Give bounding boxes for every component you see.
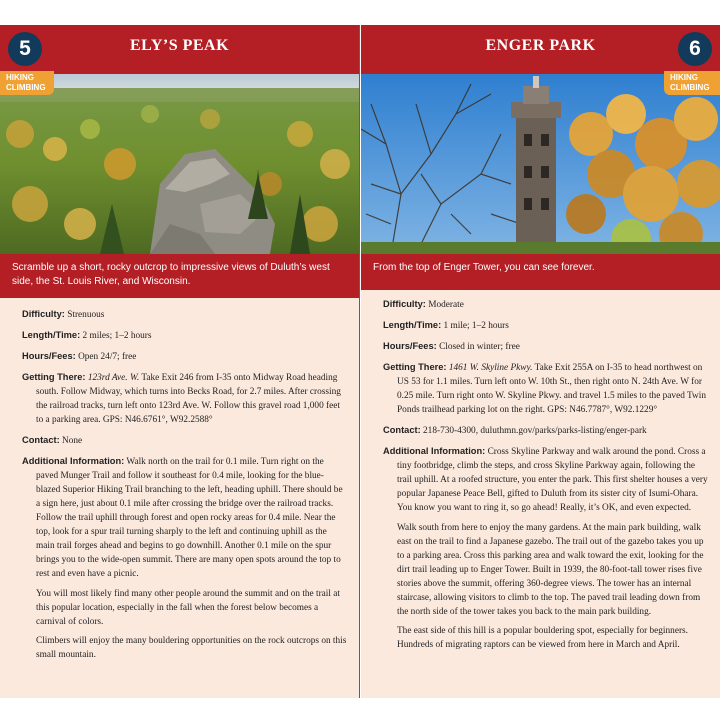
right-paragraph: The east side of this hill is a popular bouldering spot, especially for beginners. Hundreds of migrating raptors can be viewed from here in March and April. bbox=[397, 626, 688, 650]
left-hours: Hours/Fees: Open 24/7; free bbox=[22, 351, 137, 362]
left-additional-info: Additional Information: Walk north on the trail for 0.1 mile. Turn right on the paved Munger Trail and follow it southeast for 0.4 mile, looking for the blue-blazed Superior Hiking Trail branching to the left, heading uphill. There should be a sign here, just about 0.1 mile after crossing the bridge over the railroad tracks. Follow the trail uphill through forest and open rocky areas for 0.4 mile. Near the top, look for a spur trail turning sharply to the left and continuing uphill as the main trail forges ahead and begins to go downhill. Another 0.1 mile on the spur brings you to the wide-open summit. There are many open spots around the top to rest and even have a picnic. bbox=[22, 456, 343, 579]
left-trail-number: 5 bbox=[8, 32, 42, 66]
right-getting-there: Getting There: 1461 W. Skyline Pkwy. Take Exit 255A on I-35 to head northwest on US 53 for 1.1 miles. Turn left onto W. 10th St., then right onto N. 24th Ave. W for 0.25 mile. Turn right onto W. Skyline Pkwy. and travel 1.5 miles to the paved Twin Ponds trailhead parking lot on the right. GPS: N46.7787°, W92.1229° bbox=[383, 362, 706, 415]
left-title: ELY’S PEAK bbox=[129, 37, 230, 54]
left-difficulty: Difficulty: Strenuous bbox=[22, 309, 105, 320]
tag-climbing: CLIMBING bbox=[670, 83, 710, 92]
right-body bbox=[383, 297, 708, 657]
right-additional-info: Additional Information: Cross Skyline Parkway and walk around the pond. Cross a tiny footbridge, climb the steps, and cross Skyline Parkway again, following the trail uphill. At a roofed structure, you enter the park. This first shelter houses a very popular Japanese Peace Bell, gifted to Duluth from its sister city of Isumi-Ohara. You know you want to ring it, so go ahead! Really, it’s OK, and even expected. bbox=[383, 446, 708, 513]
left-page bbox=[0, 25, 360, 698]
left-banner bbox=[0, 25, 359, 74]
enger-tower-photo bbox=[361, 74, 720, 254]
tag-hiking: HIKING bbox=[6, 73, 34, 82]
right-title: ENGER PARK bbox=[485, 37, 596, 54]
right-activity-tags bbox=[664, 71, 720, 95]
left-caption: Scramble up a short, rocky outcrop to impressive views of Duluth’s west side, the St. Louis River, and Wisconsin. bbox=[0, 254, 359, 298]
tag-hiking: HIKING bbox=[670, 73, 698, 82]
right-trail-number: 6 bbox=[678, 32, 712, 66]
left-length: Length/Time: 2 miles; 1–2 hours bbox=[22, 330, 152, 341]
right-caption: From the top of Enger Tower, you can see forever. bbox=[361, 254, 720, 290]
right-difficulty: Difficulty: Moderate bbox=[383, 299, 464, 310]
left-activity-tags bbox=[0, 71, 54, 95]
left-contact: Contact: None bbox=[22, 435, 83, 446]
right-hours: Hours/Fees: Closed in winter; free bbox=[383, 341, 520, 352]
right-contact: Contact: 218-730-4300, duluthmn.gov/parks/parks-listing/enger-park bbox=[383, 425, 647, 436]
left-getting-there: Getting There: 123rd Ave. W. Take Exit 246 from I-35 onto Midway Road heading south. Follow Midway, which turns into Becks Road, for 2.7 miles. After crossing the railroad tracks, turn left onto 123rd Ave. W. Follow this gravel road 1,000 feet to a parking area. GPS: N46.6761°, W92.2588° bbox=[22, 372, 341, 425]
left-paragraph: Climbers will enjoy the many bouldering opportunities on the rock outcrops on this small mountain. bbox=[36, 636, 347, 660]
left-paragraph: You will most likely find many other people around the summit and on the trail at this popular location, especially in the fall when the forest below becomes a carnival of colors. bbox=[36, 589, 341, 627]
left-body bbox=[22, 307, 347, 667]
right-page bbox=[361, 25, 720, 698]
right-banner bbox=[361, 25, 720, 74]
tag-climbing: CLIMBING bbox=[6, 83, 46, 92]
right-length: Length/Time: 1 mile; 1–2 hours bbox=[383, 320, 509, 331]
elys-peak-photo bbox=[0, 74, 359, 254]
right-paragraph: Walk south from here to enjoy the many gardens. At the main park building, walk east on the trail to find a Japanese gazebo. The trail out of the gazebo takes you up to a parking area. Cross this parking area and walk toward the exit, looking for the dirt trail leading up to Enger Tower. Built in 1939, the 80-foot-tall tower rises five stories above the summit, offering 360-degree views. The tower has an internal staircase, allowing visitors to climb to the top. The paved trail leading down from the north side of the tower takes you back to the main park building. bbox=[397, 523, 704, 617]
